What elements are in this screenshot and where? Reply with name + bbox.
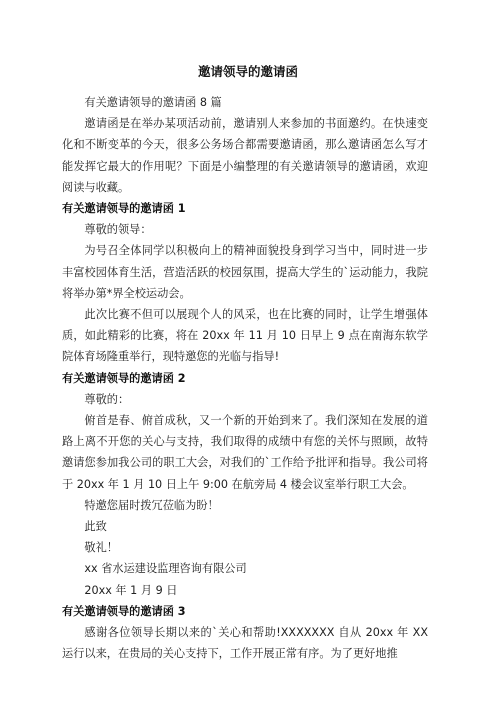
intro-paragraph: 邀请函是在举办某项活动前，邀请别人来参加的书面邀约。在快速变化和不断变革的今天，很多公务场合都需要邀请函，那么邀请函怎么写才能发挥它最大的作用呢？下面是小编整理的有关邀请领导的邀请函，欢迎阅读与收藏。 xyxy=(62,117,428,194)
closing-line: 此致 xyxy=(84,520,107,534)
intro-heading: 有关邀请领导的邀请函 8 篇 xyxy=(84,96,222,109)
paragraph: 感谢各位领导长期以来的`关心和帮助!XXXXXXX 自从 20xx 年 XX 运行以来，在贵局的关心支持下，工作开展正常有序。为了更好地推 xyxy=(62,626,428,661)
section-heading: 有关邀请领导的邀请函 2 xyxy=(62,371,186,385)
document-body xyxy=(62,92,428,664)
document-title: 邀请领导的邀请函 xyxy=(197,64,298,79)
salutation: 尊敬的领导： xyxy=(84,223,152,237)
signature-date: 20xx 年 1 月 9 日 xyxy=(84,583,178,597)
paragraph: 此次比赛不但可以展现个人的风采，也在比赛的同时，让学生增强体质，如此精彩的比赛，将在 20xx 年 11 月 10 日早上 9 点在南海东软学院体育场隆重举行，现特邀您的光临与指导! xyxy=(62,308,428,364)
paragraph: 为号召全体同学以积极向上的精神面貌投身到学习当中，同时进一步丰富校园体育生活，营造活跃的校园氛围，提高大学生的`运动能力，我院将举办第*界全校运动会。 xyxy=(62,244,428,300)
paragraph: 特邀您届时拨冗莅临为盼！ xyxy=(84,498,219,512)
section-heading: 有关邀请领导的邀请函 1 xyxy=(62,202,186,216)
signature-company: xx 省水运建设监理咨询有限公司 xyxy=(84,562,247,576)
salutation: 尊敬的： xyxy=(84,392,130,406)
paragraph: 俯首是春、俯首成秋，又一个新的开始到来了。我们深知在发展的道路上离不开您的关心与支持，我们取得的成绩中有您的关怀与照顾，故特邀请您参加我公司的职工大会，对我们的`工作给予批评和指导。我公司将于 20xx 年 1 月 10 日上午 9:00 在航旁局 4 楼会议室举行职工大会。 xyxy=(62,414,428,491)
closing-line: 敬礼！ xyxy=(84,541,118,555)
section-heading: 有关邀请领导的邀请函 3 xyxy=(62,604,186,618)
